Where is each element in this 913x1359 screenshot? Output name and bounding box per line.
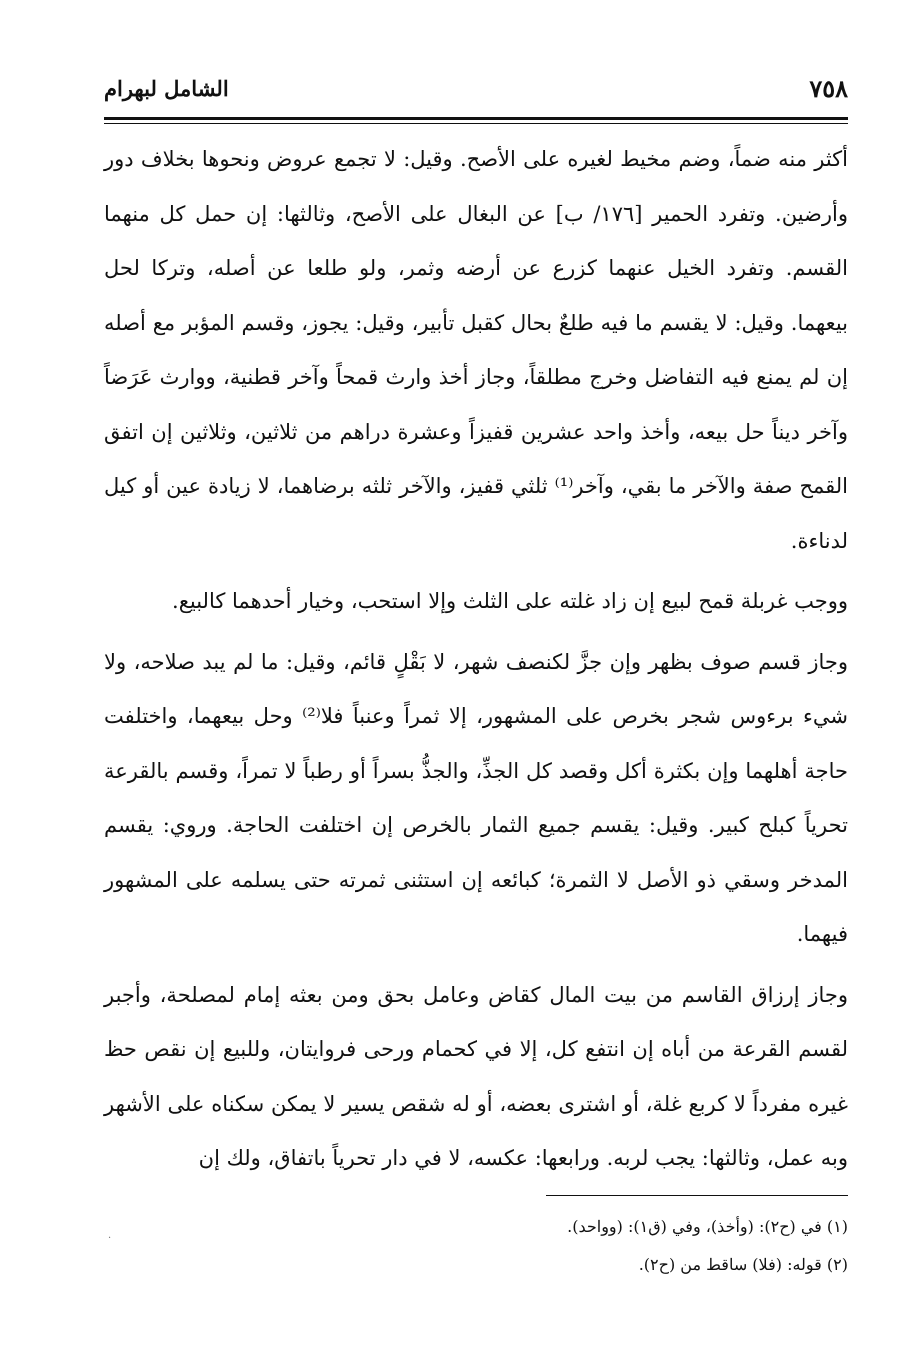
- paragraph-2: ووجب غربلة قمح لبيع إن زاد غلته على الثلث وإلا استحب، وخيار أحدهما كالبيع.: [172, 589, 848, 613]
- body-text: [104, 132, 848, 1186]
- scan-speck: ·: [108, 1233, 112, 1244]
- paragraph-4: وجاز إرزاق القاسم من بيت المال كقاض وعامل بحق ومن بعثه إمام لمصلحة، وأجبر لقسم القرعة من أباه إن انتفع كل، إلا في كحمام ورحى فروايتان، وللبيع إن نقص حظ غيره مفرداً لا كربع غلة، أو اشترى بعضه، أو له شقص يسير لا يمكن سكناه على الأشهر وبه عمل، وثالثها: يجب لربه. ورابعها: عكسه، لا في دار تحرياً باتفاق، ولك إن: [104, 982, 848, 1170]
- page-number: ٧٥٨: [809, 74, 848, 103]
- footnotes: [104, 1208, 848, 1284]
- running-title: الشامل لبهرام: [104, 76, 229, 101]
- header-rule-thin: [104, 123, 848, 124]
- footnote-1: (١) في (ح٢): (وأخذ)، وفي (ق١): (وواحد).: [567, 1217, 848, 1236]
- footnote-2: (٢) قوله: (فلا) ساقط من (ح٢).: [638, 1255, 848, 1274]
- footnote-separator: [546, 1195, 848, 1196]
- paragraph-1: أكثر منه ضماً، وضم مخيط لغيره على الأصح. وقيل: لا تجمع عروض ونحوها بخلاف دور وأرضين. وتفرد الحمير [١٧٦/ ب] عن البغال على الأصح، وثالثها: إن حمل كل منهما القسم. وتفرد الخيل عنهما كزرع عن أرضه وثمر، ولو طلعا عن أصله، وتركا لحل بيعهما. وقيل: لا يقسم ما فيه طلعٌ بحال كقبل تأبير، وقيل: يجوز، وقسم المؤبر مع أصله إن لم يمنع فيه التفاضل وخرج مطلقاً، وجاز أخذ وارث قمحاً وآخر قطنية، ووارث عَرَضاً وآخر ديناً حل بيعه، وأخذ واحد عشرين قفيزاً وعشرة دراهم من ثلاثين، وثلاثين إن اتفق القمح صفة والآخر ما بقي، وآخر⁽¹⁾ ثلثي قفيز، والآخر ثلثه برضاهما، لا زيادة عين أو كيل لدناءة.: [104, 147, 848, 553]
- paragraph-3: وجاز قسم صوف بظهر وإن جزَّ لكنصف شهر، لا بَقْلٍ قائم، وقيل: ما لم يبد صلاحه، ولا شيء برءوس شجر بخرص على المشهور، إلا ثمراً وعنباً فلا⁽²⁾ وحل بيعهما، واختلفت حاجة أهلهما وإن بكثرة أكل وقصد كل الجذِّ، والجذُّ بسراً أو رطباً لا تمراً، وقسم بالقرعة تحرياً كبلح كبير. وقيل: يقسم جميع الثمار بالخرص إن اختلفت الحاجة. وروي: يقسم المدخر وسقي ذو الأصل لا الثمرة؛ كبائعه إن استثنى ثمرته حتى يسلمه على المشهور فيهما.: [104, 649, 848, 946]
- page-header: [104, 70, 848, 114]
- header-rule-thick: [104, 117, 848, 120]
